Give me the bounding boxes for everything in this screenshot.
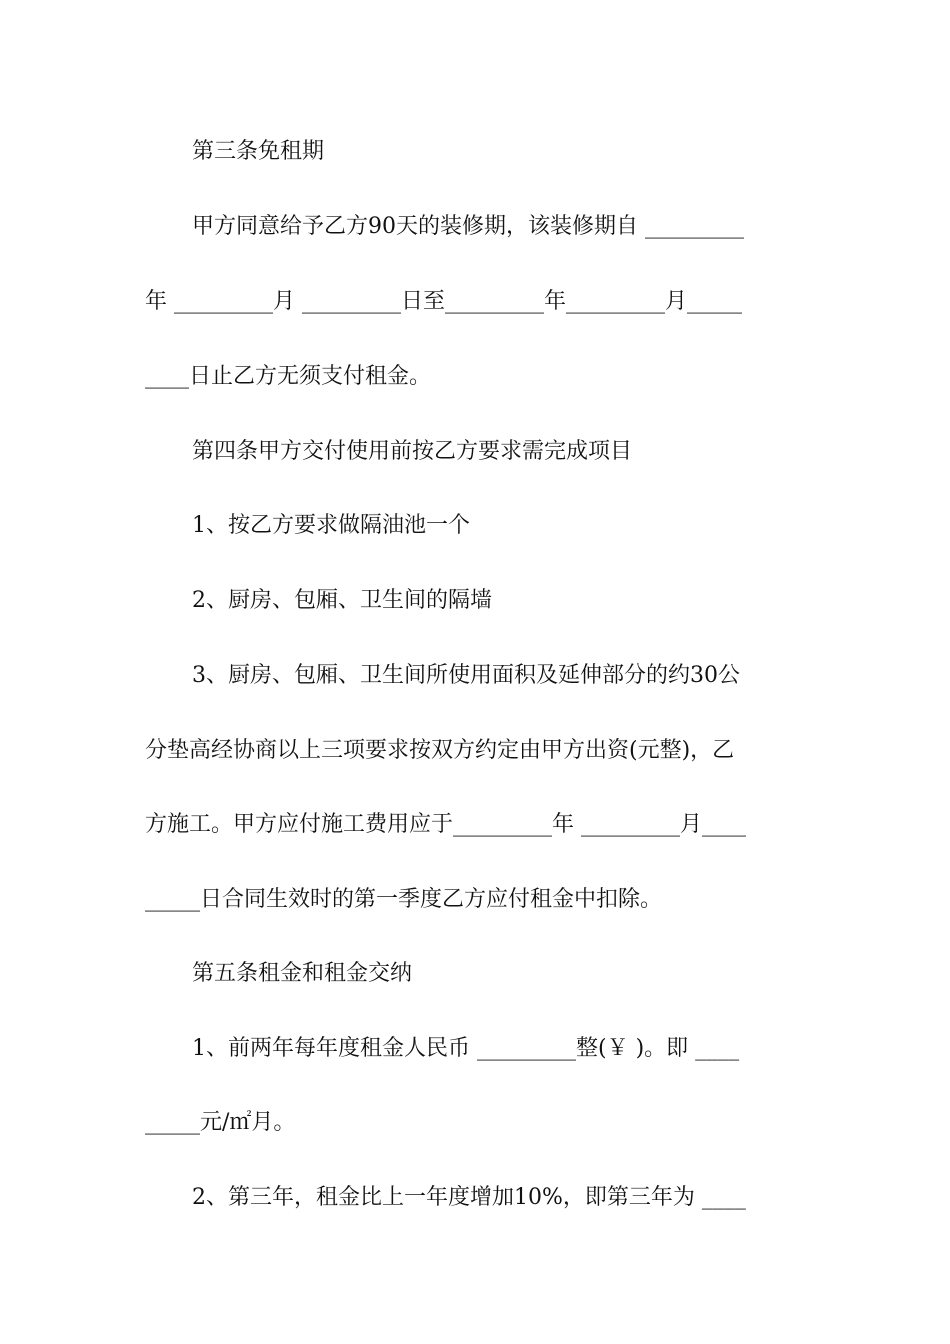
list-item: 1、前两年每年度租金人民币 _________整(￥ )。即 ____ — [192, 1036, 740, 1061]
paragraph-line: 分垫高经协商以上三项要求按双方约定由甲方出资(元整)，乙 — [145, 738, 735, 763]
list-item: 3、厨房、包厢、卫生间所使用面积及延伸部分的约30公 — [192, 663, 740, 688]
list-item: 2、第三年，租金比上一年度增加10%，即第三年为 ____ — [192, 1185, 746, 1210]
article-5-heading: 第五条租金和租金交纳 — [192, 961, 413, 986]
paragraph-line: _____日合同生效时的第一季度乙方应付租金中扣除。 — [145, 887, 663, 912]
paragraph-line: 甲方同意给予乙方90天的装修期，该装修期自 _________ — [192, 214, 744, 239]
paragraph-line: 方施工。甲方应付施工费用应于_________年 _________月____ — [145, 812, 746, 837]
paragraph-line: ____日止乙方无须支付租金。 — [145, 364, 432, 389]
article-3-heading: 第三条免租期 — [192, 139, 325, 164]
paragraph-line: _____元/㎡月。 — [145, 1110, 296, 1135]
paragraph-line: 年 _________月 _________日至_________年_________月_____ — [145, 289, 742, 314]
article-4-heading: 第四条甲方交付使用前按乙方要求需完成项目 — [192, 439, 633, 464]
list-item: 2、厨房、包厢、卫生间的隔墙 — [192, 588, 492, 613]
list-item: 1、按乙方要求做隔油池一个 — [192, 513, 470, 538]
